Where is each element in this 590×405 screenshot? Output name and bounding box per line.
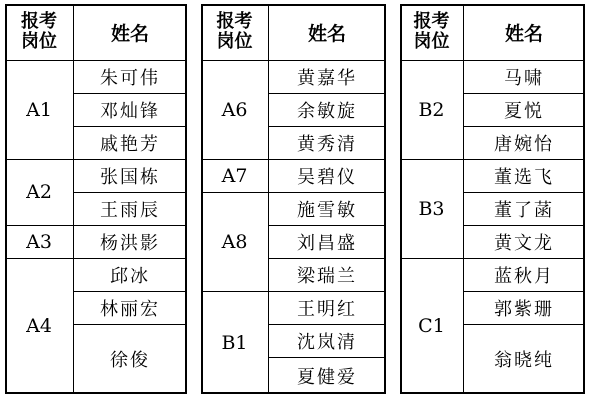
candidate-name: 夏悦 xyxy=(504,100,544,122)
header-post-column xyxy=(201,4,268,60)
header-divider xyxy=(5,60,187,61)
candidate-name: 王雨辰 xyxy=(100,199,160,221)
candidate-name: 马啸 xyxy=(504,67,544,89)
header-post-column xyxy=(400,4,463,60)
candidate-name: 董选飞 xyxy=(494,166,554,188)
post-code: C1 xyxy=(418,315,445,337)
group-top-border xyxy=(400,4,585,6)
group-left-border xyxy=(400,4,402,394)
candidate-table xyxy=(5,4,585,394)
candidate-name: 刘昌盛 xyxy=(297,232,357,254)
post-code: A1 xyxy=(26,98,52,121)
post-code: A8 xyxy=(221,230,248,253)
group-left-border xyxy=(5,4,7,394)
post-code: B3 xyxy=(418,197,445,220)
group-right-border xyxy=(583,4,585,394)
candidate-name: 黄嘉华 xyxy=(297,67,357,89)
post-name-divider xyxy=(268,4,269,394)
candidate-name: 唐婉怡 xyxy=(494,133,554,155)
candidate-name: 林丽宏 xyxy=(100,298,160,320)
post-code: A3 xyxy=(26,230,52,253)
candidate-name: 邓灿锋 xyxy=(100,100,160,122)
candidate-name: 王明红 xyxy=(297,298,357,320)
header-post-line1: 报考 xyxy=(216,11,253,32)
candidate-name: 翁晓纯 xyxy=(494,350,554,371)
group-right-border xyxy=(384,4,386,394)
header-post-line2: 岗位 xyxy=(21,31,57,52)
candidate-name: 黄文龙 xyxy=(494,232,554,254)
header-divider xyxy=(201,60,386,61)
post-code: A6 xyxy=(221,98,248,121)
candidate-name: 黄秀清 xyxy=(297,133,357,155)
candidate-name: 蓝秋月 xyxy=(494,265,554,287)
post-code: B2 xyxy=(418,98,445,121)
candidate-name: 郭紫珊 xyxy=(494,298,554,320)
post-code: A2 xyxy=(26,181,52,203)
candidate-name: 邱冰 xyxy=(110,265,150,287)
header-post-line2: 岗位 xyxy=(413,31,450,52)
header-post-line1: 报考 xyxy=(21,11,57,32)
candidate-name: 朱可伟 xyxy=(100,67,160,89)
header-name-column: 姓名 xyxy=(110,22,149,45)
candidate-name: 夏健爱 xyxy=(297,366,357,388)
header-post-column xyxy=(5,4,73,60)
candidate-name: 董了菡 xyxy=(494,199,554,221)
post-code: A7 xyxy=(221,164,248,187)
post-name-divider xyxy=(73,4,74,394)
group-bottom-border xyxy=(201,392,386,394)
candidate-name: 徐俊 xyxy=(110,350,150,371)
post-name-divider xyxy=(463,4,464,394)
group-bottom-border xyxy=(400,392,585,394)
header-post-line1: 报考 xyxy=(413,11,450,32)
group-left-border xyxy=(201,4,203,394)
group-top-border xyxy=(5,4,187,6)
group-top-border xyxy=(201,4,386,6)
candidate-name: 余敏旋 xyxy=(297,100,357,122)
post-code: A4 xyxy=(26,315,52,337)
header-name-column: 姓名 xyxy=(307,22,346,45)
candidate-name: 戚艳芳 xyxy=(100,133,160,155)
header-divider xyxy=(400,60,585,61)
candidate-name: 施雪敏 xyxy=(297,199,357,221)
post-code: B1 xyxy=(221,331,248,354)
group-right-border xyxy=(185,4,187,394)
group-bottom-border xyxy=(5,392,187,394)
candidate-name: 杨洪影 xyxy=(100,232,160,254)
candidate-name: 吴碧仪 xyxy=(297,166,357,188)
header-post-line2: 岗位 xyxy=(216,31,253,52)
candidate-name: 沈岚清 xyxy=(297,331,357,353)
header-name-column: 姓名 xyxy=(504,22,543,45)
candidate-name: 张国栋 xyxy=(100,166,160,188)
candidate-name: 梁瑞兰 xyxy=(297,265,357,287)
